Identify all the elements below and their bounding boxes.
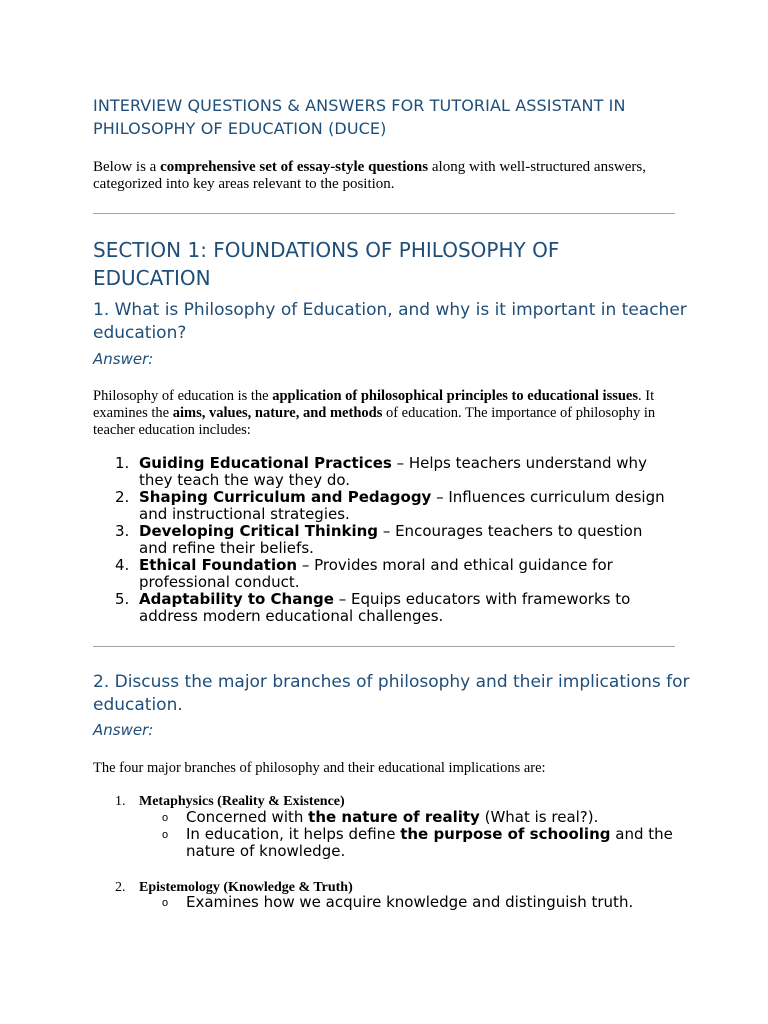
list-item — [93, 489, 673, 523]
bullet-text: In education, it helps define — [186, 825, 401, 843]
answer-label: Answer: — [93, 350, 154, 368]
list-item-title: Shaping Curriculum and Pedagogy — [139, 488, 432, 506]
list-item-title: Ethical Foundation — [139, 556, 298, 574]
list-item-title: Guiding Educational Practices — [139, 454, 392, 472]
bullet-text: Examines how we acquire knowledge and distinguish truth. — [186, 893, 634, 911]
intro-bold-text: comprehensive set of essay-style questions — [160, 159, 429, 175]
list-number: 1. — [115, 794, 126, 809]
list-item-text: – Provides moral and ethical guidance for professional conduct. — [139, 556, 613, 591]
branch-name: Epistemology (Knowledge & Truth) — [139, 880, 353, 895]
answer-label: Answer: — [93, 721, 154, 739]
list-item — [93, 557, 673, 591]
list-number: 2. — [115, 880, 126, 895]
question-heading: 2. Discuss the major branches of philosophy and their implications for education. — [93, 672, 690, 715]
intro-paragraph — [93, 159, 693, 193]
horizontal-divider — [93, 646, 675, 647]
horizontal-divider — [93, 213, 675, 214]
bullet-text: Concerned with — [186, 808, 309, 826]
list-number: 5. — [115, 590, 130, 608]
list-item-text: – Helps teachers understand why they teach the way they do. — [139, 454, 647, 489]
bullet-marker: o — [162, 812, 169, 824]
bullet-marker: o — [162, 897, 169, 909]
list-number: 3. — [115, 522, 130, 540]
answer-paragraph — [93, 388, 668, 439]
paragraph-text: of education. The importance of philosophy in teacher education includes: — [93, 405, 656, 438]
list-item — [93, 455, 673, 489]
document-title: INTERVIEW QUESTIONS & ANSWERS FOR TUTORIAL ASSISTANT IN PHILOSOPHY OF EDUCATION (DUCE) — [93, 96, 626, 138]
paragraph-text: . It examines the — [93, 388, 655, 421]
intro-text-end: along with well-structured answers, categorized into key areas relevant to the position. — [93, 159, 646, 192]
bullet-text: and the nature of knowledge. — [186, 825, 673, 860]
branch-name: Metaphysics (Reality & Existence) — [139, 794, 345, 809]
intro-text: Below is a — [93, 159, 161, 175]
list-number: 2. — [115, 488, 130, 506]
section-heading: SECTION 1: FOUNDATIONS OF PHILOSOPHY OF EDUCATION — [93, 238, 560, 290]
list-item — [93, 523, 673, 557]
bullet-bold-text: the purpose of schooling — [400, 825, 611, 843]
list-number: 4. — [115, 556, 130, 574]
bullet-marker: o — [162, 829, 169, 841]
paragraph-text: Philosophy of education is the — [93, 388, 273, 404]
numbered-list — [93, 455, 673, 625]
bullet-item — [139, 826, 674, 860]
list-item-title: Adaptability to Change — [139, 590, 334, 608]
question-heading: 1. What is Philosophy of Education, and why is it important in teacher education? — [93, 300, 687, 343]
list-item-text: – Encourages teachers to question and refine their beliefs. — [139, 522, 643, 557]
bullet-list — [139, 809, 674, 860]
bullet-list — [139, 894, 674, 911]
list-item — [93, 591, 673, 625]
list-number: 1. — [115, 454, 130, 472]
bullet-item — [139, 894, 674, 911]
bullet-text: (What is real?). — [479, 808, 599, 826]
paragraph-bold-text: aims, values, nature, and methods — [172, 405, 383, 421]
list-item-title: Developing Critical Thinking — [139, 522, 379, 540]
list-item-text: – Equips educators with frameworks to address modern educational challenges. — [139, 590, 631, 625]
list-item-text: – Influences curriculum design and instructional strategies. — [139, 488, 665, 523]
answer-paragraph: The four major branches of philosophy and their educational implications are: — [93, 760, 546, 776]
bullet-item — [139, 809, 674, 826]
paragraph-bold-text: application of philosophical principles to educational issues — [272, 388, 639, 404]
bullet-bold-text: the nature of reality — [308, 808, 480, 826]
